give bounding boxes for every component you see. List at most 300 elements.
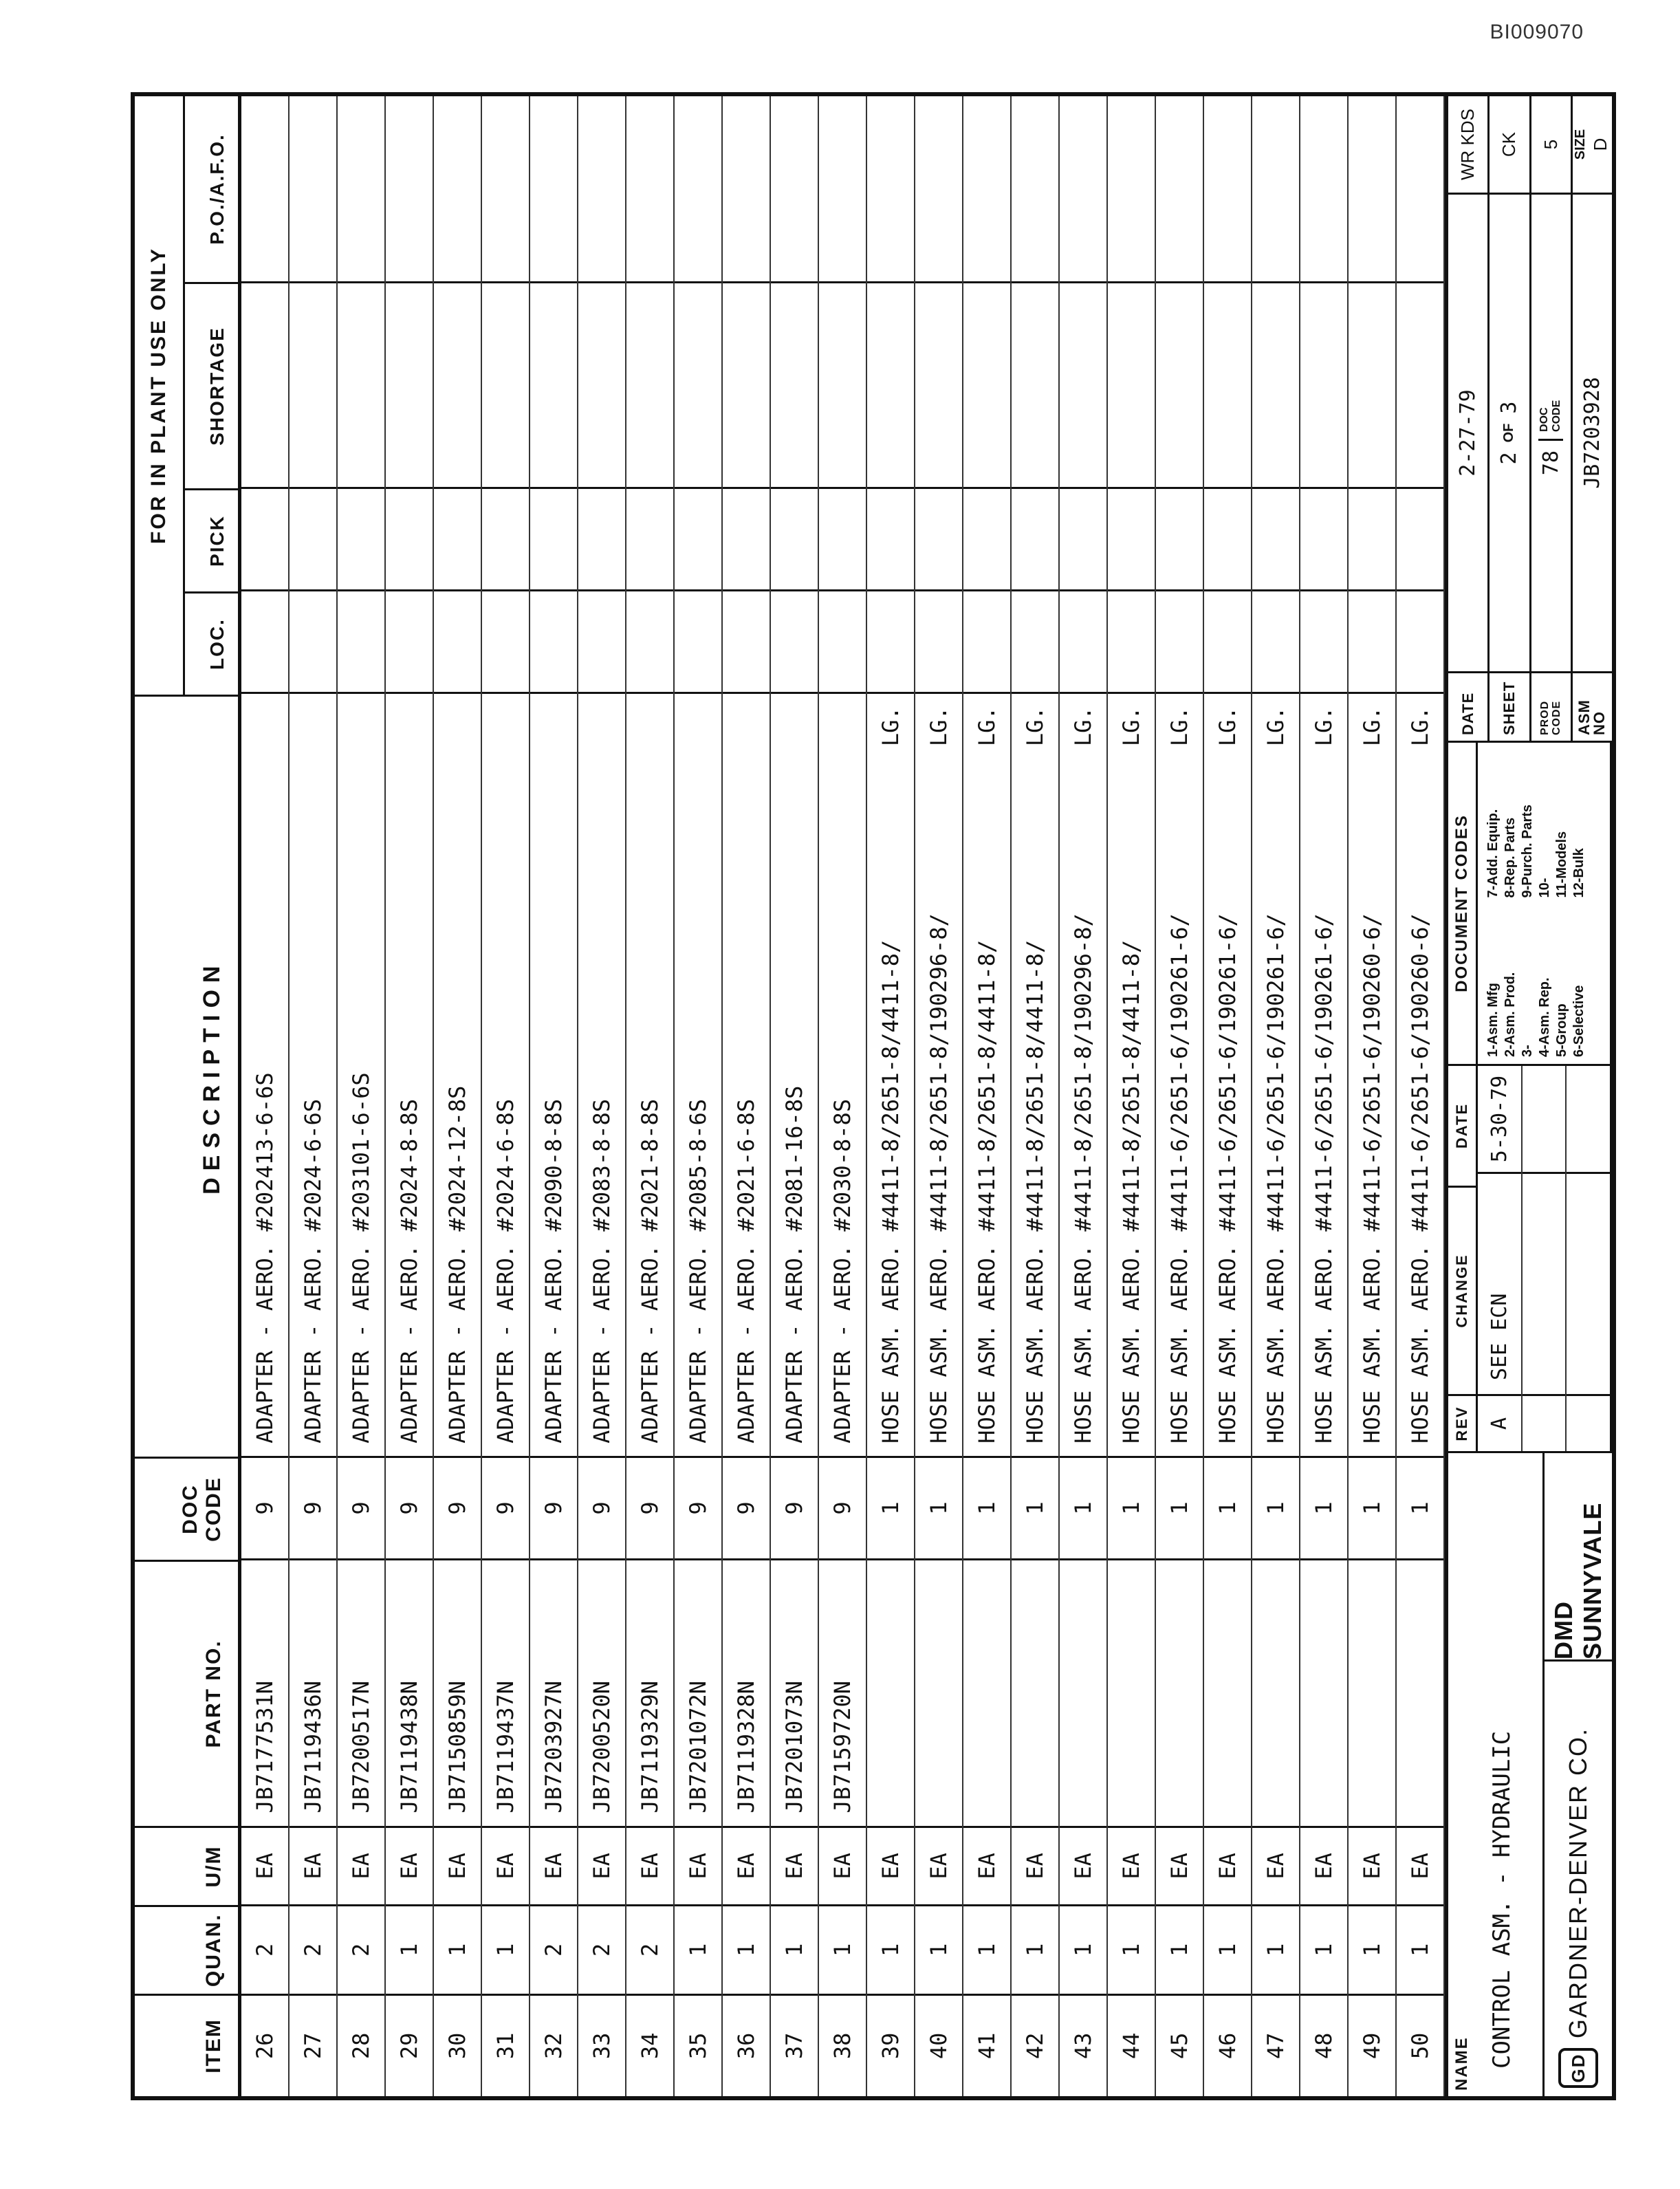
location-cell <box>1300 589 1347 692</box>
doc-code: 9 <box>290 1456 336 1558</box>
description-text: HOSE ASM. AERO. #4411-6/2651-6/190261-6/ <box>1166 913 1192 1444</box>
item-number: 39 <box>867 1994 914 2096</box>
pick-cell <box>578 487 625 589</box>
description-text: HOSE ASM. AERO. #4411-8/2651-8/190296-8/ <box>1070 913 1096 1444</box>
description-text: HOSE ASM. AERO. #4411-6/2651-6/190261-6/ <box>1214 913 1241 1444</box>
part-number: JB7150859N <box>434 1558 481 1825</box>
table-row <box>530 96 578 2096</box>
shortage-cell <box>434 281 481 487</box>
doc-code: 9 <box>434 1456 481 1558</box>
company-name: GARDNER-DENVER CO. <box>1564 1727 1592 2038</box>
part-number <box>1252 1558 1299 1825</box>
description-suffix: LG. <box>974 706 1000 747</box>
document-code-entry: 7-Add. Equip. <box>1485 809 1501 898</box>
item-number: 40 <box>915 1994 962 2096</box>
doc-code: 1 <box>867 1456 914 1558</box>
unit-of-measure: EA <box>1204 1826 1251 1905</box>
document-codes-column-2 <box>1485 750 1603 898</box>
part-number <box>1108 1558 1155 1825</box>
description-text: HOSE ASM. AERO. #4411-6/2651-6/190261-6/ <box>1311 913 1337 1444</box>
table-row <box>482 96 530 2096</box>
part-number: JB7203927N <box>530 1558 577 1825</box>
doc-code: 1 <box>1349 1456 1395 1558</box>
pick-cell <box>338 487 384 589</box>
shortage-cell <box>723 281 770 487</box>
po-afo-cell <box>867 96 914 281</box>
table-row <box>1156 96 1204 2096</box>
location-cell <box>338 589 384 692</box>
description <box>482 692 529 1455</box>
rev-header: REV <box>1448 1394 1476 1451</box>
item-number: 48 <box>1300 1994 1347 2096</box>
description-text: ADAPTER - AERO. #203101-6-6S <box>348 1072 374 1444</box>
shortage-cell <box>675 281 721 487</box>
unit-of-measure: EA <box>1397 1826 1443 1905</box>
location-cell <box>1204 589 1251 692</box>
description-text: ADAPTER - AERO. #2024-6-8S <box>492 1098 519 1444</box>
table-row <box>1108 96 1156 2096</box>
description-text: HOSE ASM. AERO. #4411-6/2651-6/190261-6/ <box>1263 913 1289 1444</box>
description <box>1397 692 1443 1455</box>
location-cell <box>675 589 721 692</box>
location-cell <box>482 589 529 692</box>
shortage-cell <box>819 281 866 487</box>
header-part-number: PART NO. <box>135 1560 238 1827</box>
description-suffix: LG. <box>1070 706 1096 747</box>
item-number: 42 <box>1012 1994 1058 2096</box>
item-number: 38 <box>819 1994 866 2096</box>
doc-code: 9 <box>675 1456 721 1558</box>
table-row <box>290 96 338 2096</box>
part-number: JB7200520N <box>578 1558 625 1825</box>
pick-cell <box>530 487 577 589</box>
table-row <box>1300 96 1349 2096</box>
unit-of-measure: EA <box>915 1826 962 1905</box>
description <box>1012 692 1058 1455</box>
unit-of-measure: EA <box>867 1826 914 1905</box>
shortage-cell <box>1156 281 1203 487</box>
table-row <box>1349 96 1397 2096</box>
description-text: HOSE ASM. AERO. #4411-6/2651-6/190260-6/ <box>1407 913 1433 1444</box>
document-code-entry: 10- <box>1537 878 1552 898</box>
description <box>530 692 577 1455</box>
part-number <box>1349 1558 1395 1825</box>
document-codes-title: DOCUMENT CODES <box>1448 743 1478 1064</box>
location-cell <box>1349 589 1395 692</box>
revision-block <box>1448 741 1612 1451</box>
unit-of-measure: EA <box>1012 1826 1058 1905</box>
part-number: JB7119437N <box>482 1558 529 1825</box>
description <box>1060 692 1106 1455</box>
size-value: D <box>1590 138 1611 151</box>
pick-cell <box>1349 487 1395 589</box>
table-row <box>675 96 723 2096</box>
pick-cell <box>675 487 721 589</box>
asm-no-label: ASM NO <box>1573 671 1612 741</box>
po-afo-cell <box>338 96 384 281</box>
document-code-entry: 5-Group <box>1554 1003 1569 1057</box>
pick-cell <box>434 487 481 589</box>
pick-cell <box>963 487 1010 589</box>
unit-of-measure: EA <box>290 1826 336 1905</box>
description <box>1252 692 1299 1455</box>
part-number: JB7159720N <box>819 1558 866 1825</box>
parts-rows <box>241 96 1445 2096</box>
shortage-cell <box>386 281 433 487</box>
unit-of-measure: EA <box>434 1826 481 1905</box>
table-row <box>434 96 482 2096</box>
location-cell <box>1108 589 1155 692</box>
item-number: 31 <box>482 1994 529 2096</box>
quantity: 1 <box>482 1904 529 1993</box>
name-block <box>1448 1451 1612 2096</box>
unit-of-measure: EA <box>675 1826 721 1905</box>
po-afo-cell <box>675 96 721 281</box>
description <box>434 692 481 1455</box>
shortage-cell <box>1300 281 1347 487</box>
description-text: HOSE ASM. AERO. #4411-8/2651-8/190296-8/ <box>926 913 952 1444</box>
pick-cell <box>1156 487 1203 589</box>
table-row <box>963 96 1012 2096</box>
part-number <box>1397 1558 1443 1825</box>
shortage-cell <box>530 281 577 487</box>
doc-code: 1 <box>1300 1456 1347 1558</box>
description <box>386 692 433 1455</box>
item-number: 30 <box>434 1994 481 2096</box>
description-text: ADAPTER - AERO. #2090-8-8S <box>541 1098 567 1444</box>
unit-of-measure: EA <box>386 1826 433 1905</box>
po-afo-cell <box>434 96 481 281</box>
description <box>867 692 914 1455</box>
doc-code: 1 <box>1397 1456 1443 1558</box>
table-row <box>1060 96 1108 2096</box>
part-number <box>1300 1558 1347 1825</box>
table-row <box>1397 96 1445 2096</box>
po-afo-cell <box>241 96 288 281</box>
header-quantity: QUAN. <box>135 1905 238 1994</box>
description-text: ADAPTER - AERO. #2024-8-8S <box>396 1098 422 1444</box>
table-row <box>578 96 626 2096</box>
title-block <box>1445 96 1612 2096</box>
quantity: 2 <box>241 1904 288 1993</box>
quantity: 2 <box>338 1904 384 1993</box>
po-afo-cell <box>1252 96 1299 281</box>
description-suffix: LG. <box>1022 706 1048 747</box>
unit-of-measure: EA <box>771 1826 818 1905</box>
shortage-cell <box>241 281 288 487</box>
shortage-cell <box>771 281 818 487</box>
quantity: 1 <box>386 1904 433 1993</box>
document-codes <box>1448 743 1610 1064</box>
description <box>290 692 336 1455</box>
pick-cell <box>867 487 914 589</box>
pick-cell <box>482 487 529 589</box>
quantity: 1 <box>1397 1904 1443 1993</box>
item-number: 35 <box>675 1994 721 2096</box>
pick-cell <box>915 487 962 589</box>
shortage-cell <box>1397 281 1443 487</box>
table-header <box>135 96 241 2096</box>
item-number: 32 <box>530 1994 577 2096</box>
header-location: LOC. <box>185 591 238 695</box>
assembly-name: CONTROL ASM. - HYDRAULIC <box>1488 1730 1516 2069</box>
item-number: 50 <box>1397 1994 1443 2096</box>
document-code-entry: 4-Asm. Rep. <box>1537 977 1552 1057</box>
table-row <box>867 96 915 2096</box>
unit-of-measure: EA <box>819 1826 866 1905</box>
header-pick: PICK <box>185 488 238 591</box>
shortage-cell <box>963 281 1010 487</box>
item-number: 41 <box>963 1994 1010 2096</box>
location-cell <box>771 589 818 692</box>
po-afo-cell <box>1349 96 1395 281</box>
table-row <box>819 96 867 2096</box>
table-row <box>1204 96 1252 2096</box>
item-number: 49 <box>1349 1994 1395 2096</box>
unit-of-measure: EA <box>963 1826 1010 1905</box>
item-number: 27 <box>290 1994 336 2096</box>
doc-code: 9 <box>771 1456 818 1558</box>
quantity: 2 <box>626 1904 673 1993</box>
pick-cell <box>626 487 673 589</box>
quantity: 1 <box>1300 1904 1347 1993</box>
change-value: SEE ECN <box>1478 1172 1521 1394</box>
document-code-entry: 8-Rep. Parts <box>1503 817 1518 898</box>
quantity: 2 <box>578 1904 625 1993</box>
sheet-label: SHEET <box>1490 671 1529 741</box>
revision-table <box>1448 1064 1610 1451</box>
quantity: 1 <box>867 1904 914 1993</box>
location-cell <box>1012 589 1058 692</box>
item-number: 44 <box>1108 1994 1155 2096</box>
shortage-cell <box>915 281 962 487</box>
location-cell <box>915 589 962 692</box>
pick-cell <box>1060 487 1106 589</box>
po-afo-cell <box>1012 96 1058 281</box>
description-suffix: LG. <box>1407 706 1433 747</box>
header-doc-code: DOC CODE <box>135 1457 238 1559</box>
description <box>1300 692 1347 1455</box>
doc-code: 1 <box>1108 1456 1155 1558</box>
doc-code: 1 <box>1060 1456 1106 1558</box>
table-row <box>723 96 771 2096</box>
unit-of-measure: EA <box>626 1826 673 1905</box>
table-row <box>915 96 963 2096</box>
doc-code: 9 <box>530 1456 577 1558</box>
pick-cell <box>241 487 288 589</box>
quantity: 1 <box>675 1904 721 1993</box>
doc-code: 9 <box>386 1456 433 1558</box>
description <box>626 692 673 1455</box>
sheet-total: 3 <box>1497 401 1522 414</box>
po-afo-cell <box>819 96 866 281</box>
doc-code: 1 <box>915 1456 962 1558</box>
doc-code-value: 5 <box>1540 139 1561 150</box>
description-text: ADAPTER - AERO. #2030-8-8S <box>829 1098 855 1444</box>
part-number: JB7201072N <box>675 1558 721 1825</box>
po-afo-cell <box>482 96 529 281</box>
doc-code: 9 <box>626 1456 673 1558</box>
rev-value: A <box>1478 1394 1521 1451</box>
location-cell <box>434 589 481 692</box>
po-afo-cell <box>723 96 770 281</box>
unit-of-measure: EA <box>1300 1826 1347 1905</box>
item-number: 46 <box>1204 1994 1251 2096</box>
document-code-entry: 11-Models <box>1554 831 1569 898</box>
table-row <box>1252 96 1300 2096</box>
part-number <box>963 1558 1010 1825</box>
prod-code-label: PROD CODE <box>1531 671 1571 741</box>
pick-cell <box>1108 487 1155 589</box>
pick-cell <box>1397 487 1443 589</box>
location-cell <box>626 589 673 692</box>
part-number: JB7177531N <box>241 1558 288 1825</box>
rev-date-value: 5-30-79 <box>1487 1075 1512 1163</box>
po-afo-cell <box>1204 96 1251 281</box>
document-code-entry: 12-Bulk <box>1571 848 1586 898</box>
table-row <box>771 96 819 2096</box>
location-cell <box>723 589 770 692</box>
doc-code: 9 <box>819 1456 866 1558</box>
date-label: DATE <box>1448 671 1487 741</box>
location-cell <box>963 589 1010 692</box>
po-afo-cell <box>1300 96 1347 281</box>
document-codes-column-1 <box>1485 909 1603 1058</box>
part-number <box>1156 1558 1203 1825</box>
unit-of-measure: EA <box>482 1826 529 1905</box>
document-code-entry: 2-Asm. Prod. <box>1503 972 1518 1057</box>
item-number: 34 <box>626 1994 673 2096</box>
unit-of-measure: EA <box>1252 1826 1299 1905</box>
location-cell <box>386 589 433 692</box>
pick-cell <box>290 487 336 589</box>
description <box>771 692 818 1455</box>
po-afo-cell <box>530 96 577 281</box>
description <box>819 692 866 1455</box>
description-text: ADAPTER - AERO. #2021-8-8S <box>637 1098 663 1444</box>
location-cell <box>530 589 577 692</box>
location-cell <box>1060 589 1106 692</box>
item-number: 45 <box>1156 1994 1203 2096</box>
header-po-afo: P.O./A.F.O. <box>206 133 228 245</box>
shortage-cell <box>867 281 914 487</box>
po-afo-cell <box>386 96 433 281</box>
unit-of-measure: EA <box>578 1826 625 1905</box>
quantity: 1 <box>819 1904 866 1993</box>
unit-of-measure: EA <box>241 1826 288 1905</box>
description-text: HOSE ASM. AERO. #4411-8/2651-8/4411-8/ <box>974 939 1000 1444</box>
document-code-entry: 1-Asm. Mfg <box>1485 983 1501 1057</box>
quantity: 1 <box>1349 1904 1395 1993</box>
part-number: JB7201073N <box>771 1558 818 1825</box>
revision-row <box>1567 1066 1610 1451</box>
description <box>1108 692 1155 1455</box>
company-name-cell <box>1545 1659 1612 2096</box>
description-suffix: LG. <box>877 706 904 747</box>
location-cell <box>1252 589 1299 692</box>
shortage-cell <box>626 281 673 487</box>
table-row <box>338 96 386 2096</box>
revision-row <box>1478 1066 1523 1451</box>
size-cell <box>1573 96 1612 193</box>
header-plant-use-group <box>135 96 238 695</box>
shortage-cell <box>1108 281 1155 487</box>
unit-of-measure: EA <box>1108 1826 1155 1905</box>
revision-row <box>1523 1066 1567 1451</box>
quantity: 1 <box>1108 1904 1155 1993</box>
po-afo-cell <box>626 96 673 281</box>
size-label: SIZE <box>1573 129 1589 160</box>
location-cell <box>1156 589 1203 692</box>
header-shortage: SHORTAGE <box>185 282 238 488</box>
parts-list-form <box>131 92 1616 2100</box>
document-code-entry: 9-Purch. Parts <box>1520 804 1535 898</box>
location-cell <box>241 589 288 692</box>
po-afo-cell <box>290 96 336 281</box>
description-text: ADAPTER - AERO. #202413-6-6S <box>252 1072 278 1444</box>
description <box>1349 692 1395 1455</box>
quantity: 1 <box>1204 1904 1251 1993</box>
description-text: ADAPTER - AERO. #2085-8-6S <box>685 1098 711 1444</box>
table-row <box>241 96 290 2096</box>
shortage-cell <box>1012 281 1058 487</box>
item-number: 29 <box>386 1994 433 2096</box>
description-text: ADAPTER - AERO. #2024-12-8S <box>444 1085 470 1444</box>
unit-of-measure: EA <box>530 1826 577 1905</box>
pick-cell <box>1252 487 1299 589</box>
quantity: 1 <box>1252 1904 1299 1993</box>
po-afo-cell <box>915 96 962 281</box>
quantity: 2 <box>290 1904 336 1993</box>
item-number: 43 <box>1060 1994 1106 2096</box>
document-info-block <box>1448 96 1612 741</box>
quantity: 1 <box>1060 1904 1106 1993</box>
shortage-cell <box>482 281 529 487</box>
location-cell <box>1397 589 1443 692</box>
description <box>1204 692 1251 1455</box>
item-number: 26 <box>241 1994 288 2096</box>
description-suffix: LG. <box>1214 706 1241 747</box>
item-number: 37 <box>771 1994 818 2096</box>
doc-code: 1 <box>1252 1456 1299 1558</box>
unit-of-measure: EA <box>723 1826 770 1905</box>
unit-of-measure: EA <box>1156 1826 1203 1905</box>
part-number <box>1060 1558 1106 1825</box>
name-label: NAME <box>1452 2036 1471 2091</box>
header-description: DESCRIPTION <box>135 695 238 1457</box>
sheet-value <box>1490 193 1529 671</box>
part-number <box>1012 1558 1058 1825</box>
description-text: HOSE ASM. AERO. #4411-8/2651-8/4411-8/ <box>1022 939 1048 1444</box>
pick-cell <box>386 487 433 589</box>
quantity: 1 <box>723 1904 770 1993</box>
doc-code: 1 <box>1156 1456 1203 1558</box>
description-suffix: LG. <box>926 706 952 747</box>
description-text: ADAPTER - AERO. #2083-8-8S <box>589 1098 615 1444</box>
description-text: HOSE ASM. AERO. #4411-6/2651-6/190260-6/ <box>1359 913 1385 1444</box>
location-cell <box>867 589 914 692</box>
description <box>338 692 384 1455</box>
pick-cell <box>1204 487 1251 589</box>
pick-cell <box>819 487 866 589</box>
part-number <box>1204 1558 1251 1825</box>
shortage-cell <box>1204 281 1251 487</box>
document-id: BI009070 <box>1490 21 1584 43</box>
table-row <box>1012 96 1060 2096</box>
description <box>1156 692 1203 1455</box>
header-unit-of-measure: U/M <box>135 1826 238 1904</box>
doc-code: 1 <box>1012 1456 1058 1558</box>
